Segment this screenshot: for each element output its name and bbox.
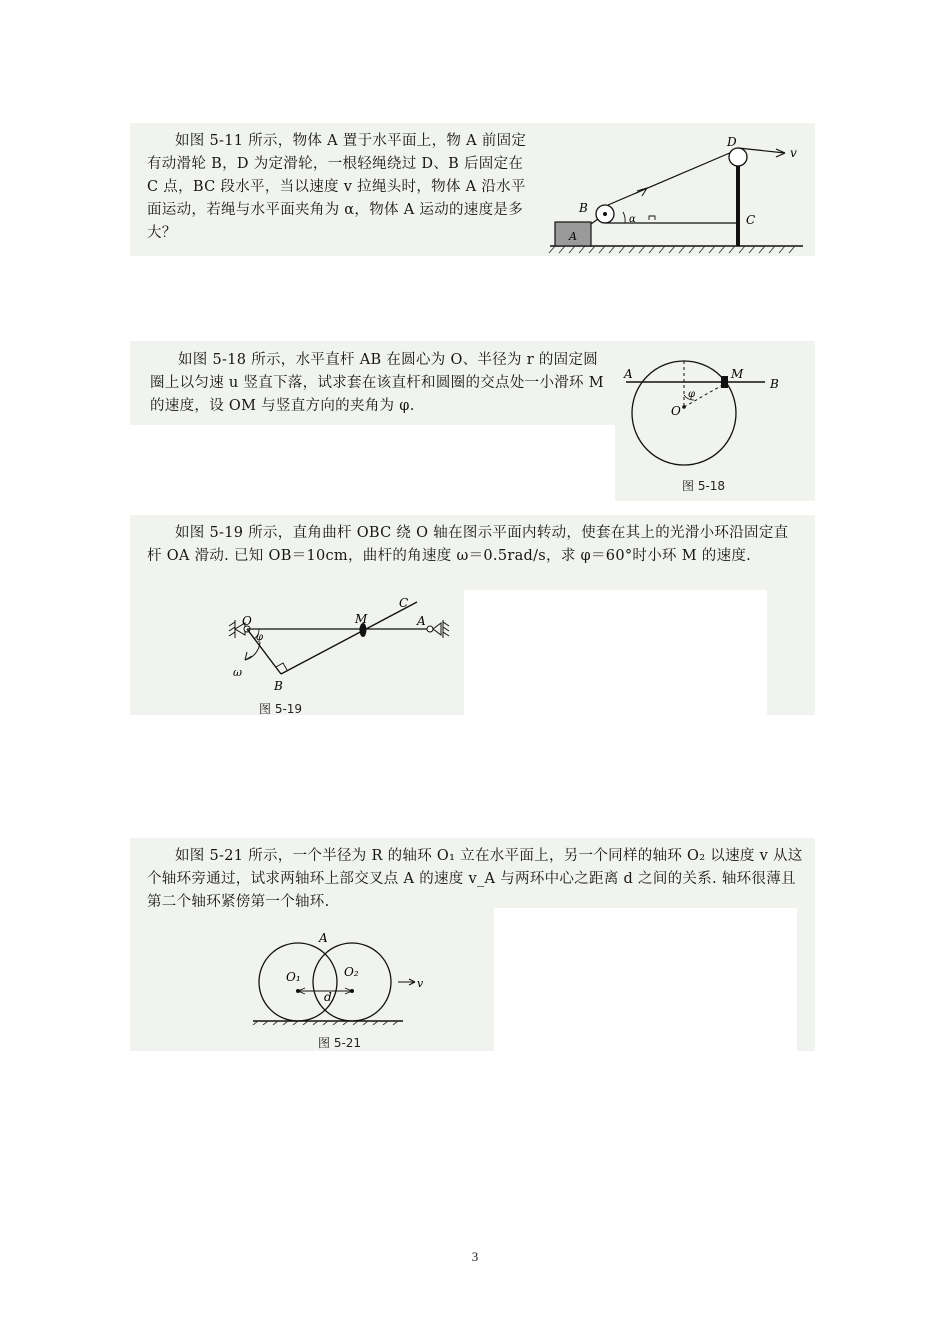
label-A: A [569,230,577,243]
problem-5-19-blank [464,590,767,716]
label-A: A [417,614,426,628]
label-C: C [399,596,409,610]
page-number: 3 [471,1249,479,1264]
label-phi: φ [256,632,264,643]
label-omega: ω [233,666,242,679]
caption-5-19: 图 5-19 [259,702,303,716]
problem-5-21-blank [494,908,797,1051]
figure-5-19 [225,592,460,697]
label-C: C [746,213,756,227]
label-O1: O₁ [286,970,301,984]
label-B: B [770,377,779,391]
label-O: O [671,404,681,418]
label-v: v [790,146,797,160]
label-O: O [242,614,252,628]
label-B: B [274,679,283,693]
figure-5-21 [248,925,423,1025]
figure-5-11 [545,132,810,256]
caption-5-21: 图 5-21 [318,1036,362,1050]
problem-5-18-text: 如图 5-18 所示，水平直杆 AB 在圆心为 O、半径为 r 的固定圆圈上以匀速 u 竖直下落，试求套在该直杆和圆圈的交点处一小滑环 M 的速度，设 OM 与竖直方向的夹角为 φ. [150,352,604,414]
problem-5-19-text: 如图 5-19 所示，直角曲杆 OBC 绕 O 轴在图示平面内转动，使套在其上的光滑小环沿固定直杆 OA 滑动. 已知 OB＝10cm，曲杆的角速度 ω＝0.5rad/s，求 φ＝60°时小环 M 的速度. [147,525,789,564]
problem-5-11-text: 如图 5-11 所示，物体 A 置于水平面上，物 A 前固定有动滑轮 B，D 为定滑轮，一根轻绳绕过 D、B 后固定在 C 点，BC 段水平，当以速度 v 拉绳头时，物体 A 沿水平面运动，若绳与水平面夹角为 α，物体 A 运动的速度是多大？ [147,133,527,241]
label-O2: O₂ [344,965,359,979]
problem-5-21-text: 如图 5-21 所示，一个半径为 R 的轴环 O₁ 立在水平面上，另一个同样的轴环 O₂ 以速度 v 从这个轴环旁通过，试求两轴环上部交叉点 A 的速度 v_A 与两环中心之距离 d 之间的关系. 轴环很薄且第二个轴环紧傍第一个轴环. [147,848,803,910]
caption-5-18: 图 5-18 [682,479,726,493]
label-alpha: α [629,214,636,225]
label-A: A [624,367,633,381]
label-B: B [579,201,588,215]
label-D: D [727,135,737,149]
label-phi: φ [688,389,696,400]
label-M: M [355,612,368,626]
label-M: M [731,367,744,381]
label-A: A [319,931,328,945]
label-d: d [324,990,332,1004]
figure-5-18 [620,345,795,475]
label-v: v [417,977,423,990]
